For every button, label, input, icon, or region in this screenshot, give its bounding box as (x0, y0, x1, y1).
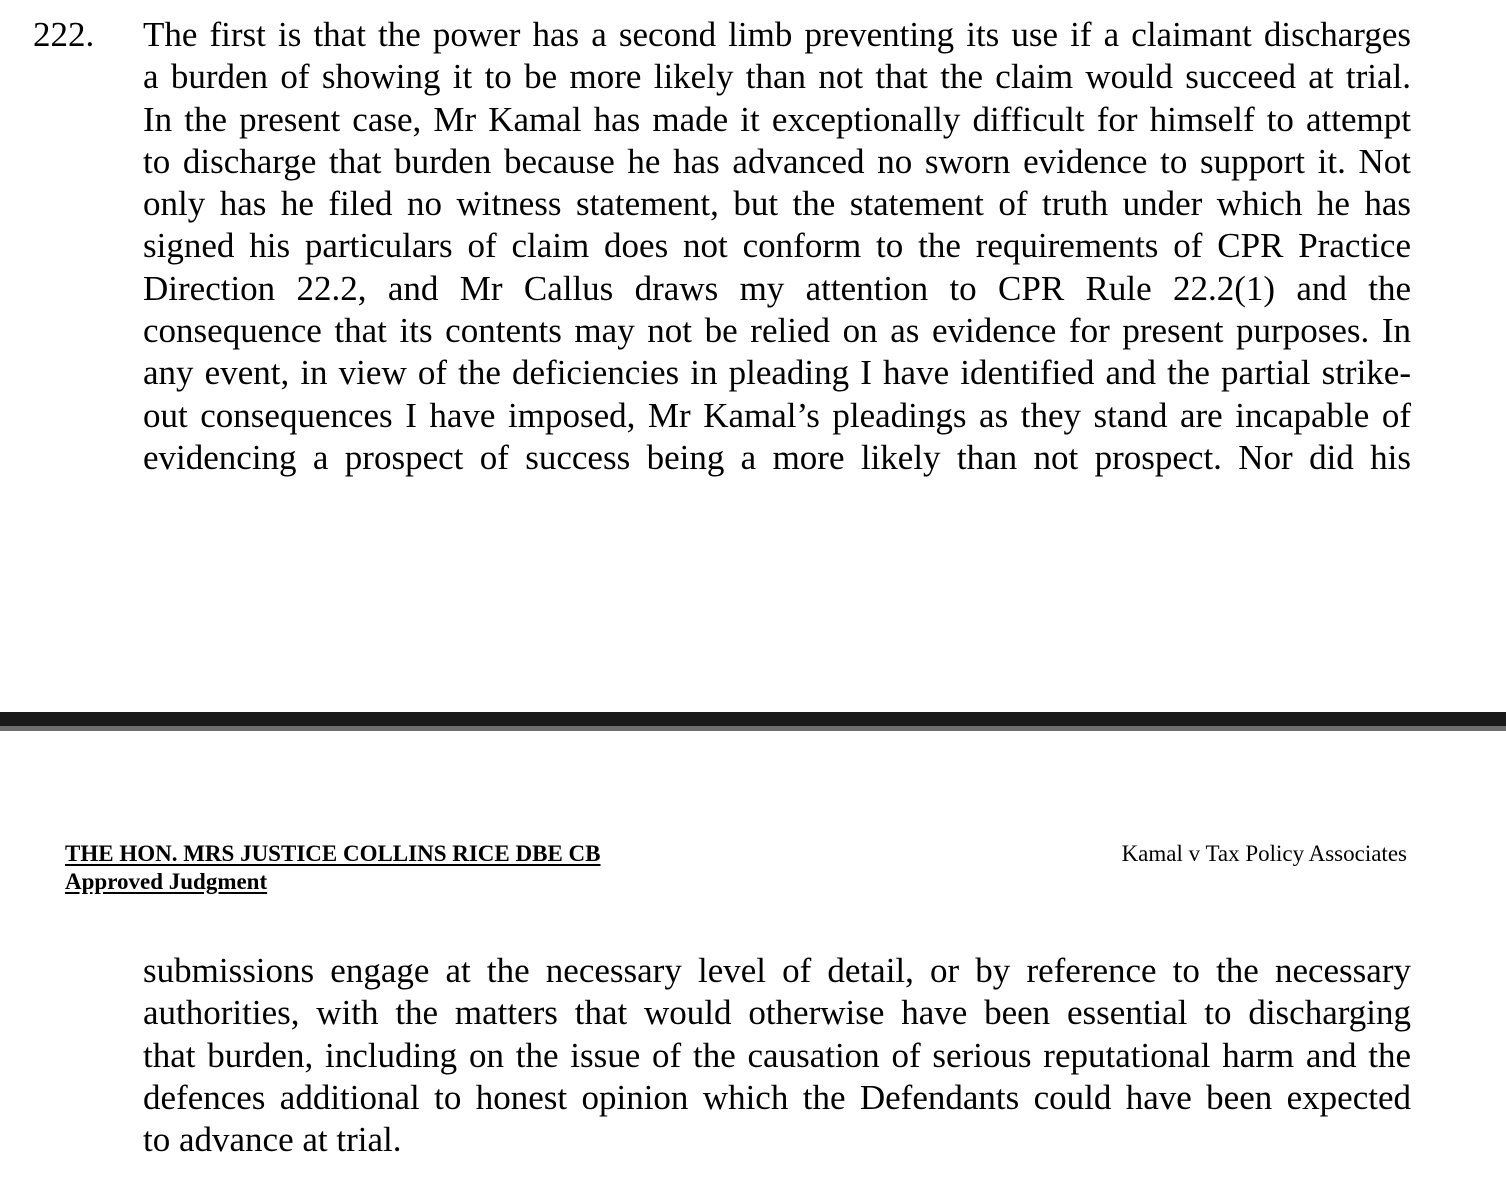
text-line: Direction 22.2, and Mr Callus draws my attention to CPR Rule 22.2(1) and the (143, 268, 1411, 308)
text-line: out consequences I have imposed, Mr Kamal’s pleadings as they stand are incapable of (143, 395, 1411, 435)
judgment-status: Approved Judgment (65, 869, 268, 894)
paragraph-number: 222. (33, 15, 95, 54)
page-break-shadow (0, 726, 1506, 731)
text-line: consequence that its contents may not be relied on as evidence for present purposes. In (143, 311, 1411, 351)
text-line: that burden, including on the issue of the causation of serious reputational harm and the (143, 1035, 1411, 1075)
text-line: signed his particulars of claim does not conform to the requirements of CPR Practice (143, 226, 1411, 266)
text-line: any event, in view of the deficiencies in pleading I have identified and the partial strike- (143, 353, 1411, 393)
text-line: to discharge that burden because he has advanced no sworn evidence to support it. Not (143, 141, 1411, 181)
paragraph-text (143, 14, 1411, 479)
text-line: The first is that the power has a second limb preventing its use if a claimant discharges (143, 15, 1411, 54)
text-line: submissions engage at the necessary level of detail, or by reference to the necessary (143, 951, 1411, 990)
page-break-separator (0, 712, 1506, 732)
text-line: to advance at trial. (143, 1120, 402, 1160)
case-name: Kamal v Tax Policy Associates (1121, 841, 1407, 866)
text-line: only has he filed no witness statement, but the statement of truth under which he has (143, 184, 1411, 224)
text-line: authorities, with the matters that would otherwise have been essential to discharging (143, 993, 1411, 1033)
text-line: defences additional to honest opinion which the Defendants could have been expected (143, 1077, 1411, 1117)
text-line: evidencing a prospect of success being a more likely than not prospect. Nor did his (143, 437, 1411, 477)
text-line: a burden of showing it to be more likely than not that the claim would succeed at trial. (143, 57, 1411, 97)
page-break-bar (0, 712, 1506, 726)
running-header-left (65, 840, 601, 896)
text-line: In the present case, Mr Kamal has made it exceptionally difficult for himself to attempt (143, 99, 1411, 139)
paragraph-continuation (143, 950, 1411, 1161)
judge-name: THE HON. MRS JUSTICE COLLINS RICE DBE CB (65, 841, 601, 866)
